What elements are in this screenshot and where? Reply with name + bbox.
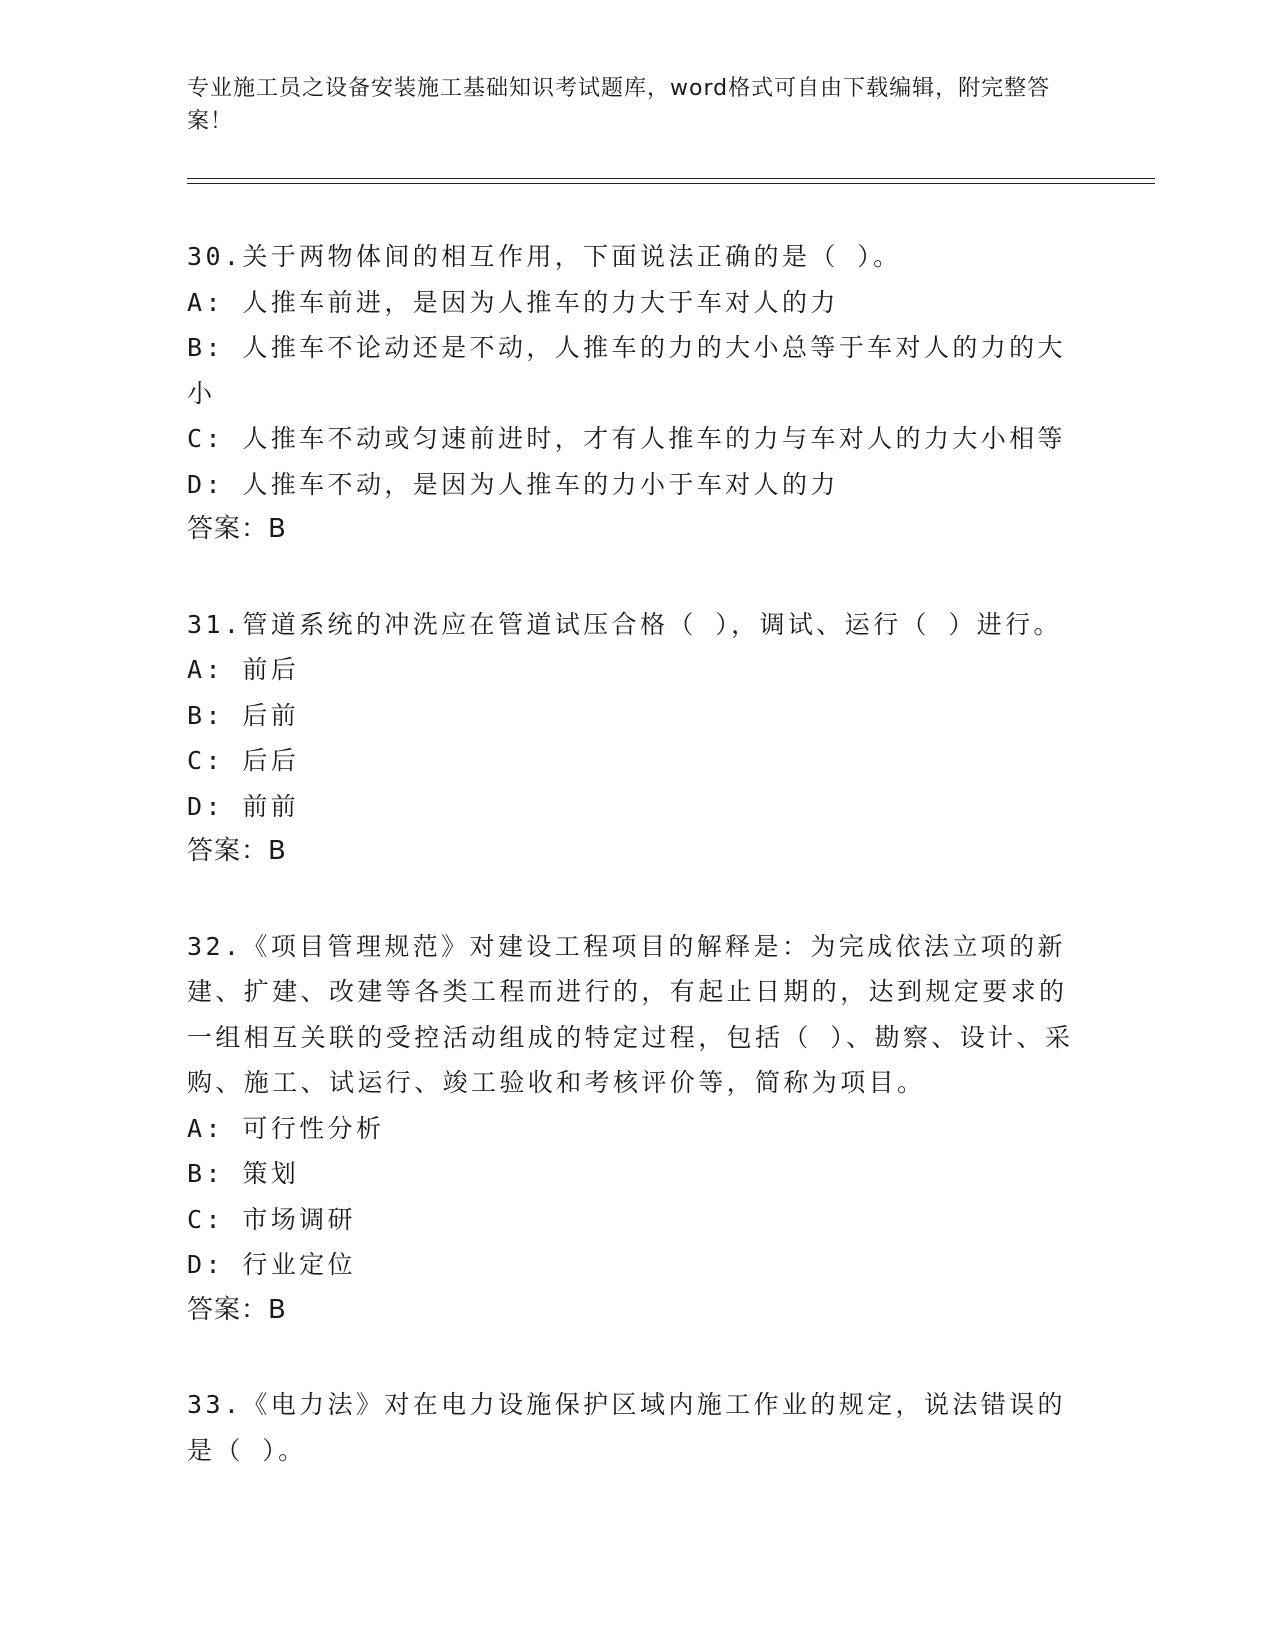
option-b: B: 后前 [187, 700, 300, 730]
question-stem: 32.《项目管理规范》对建设工程项目的解释是：为完成依法立项的新建、扩建、改建等各类工程而进行的，有起止日期的，达到规定要求的一组相互关联的受控活动组成的特定过程，包括（ ）、勘察、设计、采购、施工、试运行、竣工验收和考核评价等，简称为项目。 [187, 931, 1074, 1097]
question-32 [187, 924, 1077, 1334]
option-a: A: 可行性分析 [187, 1113, 385, 1143]
option-d: D: 前前 [187, 791, 300, 821]
option-a: A: 前后 [187, 655, 300, 684]
option-b: B: 人推车不论动还是不动，人推车的力的大小总等于车对人的力的大小 [187, 333, 1066, 408]
answer-label: 答案：B [187, 514, 287, 544]
question-stem: 33.《电力法》对在电力设施保护区域内施工作业的规定，说法错误的是（ ）。 [187, 1390, 1066, 1465]
option-b: B: 策划 [187, 1159, 300, 1188]
question-list [187, 234, 1077, 1522]
header-divider-top [187, 178, 1155, 179]
option-a: A: 人推车前进，是因为人推车的力大于车对人的力 [187, 287, 839, 317]
question-30 [187, 234, 1077, 553]
answer-label: 答案：B [187, 836, 287, 866]
question-33 [187, 1382, 1077, 1473]
option-c: C: 人推车不动或匀速前进时，才有人推车的力与车对人的力大小相等 [187, 424, 1066, 453]
header-divider-bottom [187, 183, 1155, 184]
option-d: D: 行业定位 [187, 1250, 356, 1279]
question-stem: 31.管道系统的冲洗应在管道试压合格（ ），调试、运行（ ）进行。 [187, 609, 1062, 639]
answer-label: 答案：B [187, 1294, 287, 1325]
question-31 [187, 602, 1077, 875]
question-stem: 30.关于两物体间的相互作用，下面说法正确的是（ ）。 [187, 242, 902, 271]
option-d: D: 人推车不动，是因为人推车的力小于车对人的力 [187, 469, 839, 499]
option-c: C: 市场调研 [187, 1204, 356, 1234]
document-header: 专业施工员之设备安装施工基础知识考试题库，word格式可自由下载编辑，附完整答案！ [187, 76, 1051, 134]
option-c: C: 后后 [187, 746, 300, 775]
